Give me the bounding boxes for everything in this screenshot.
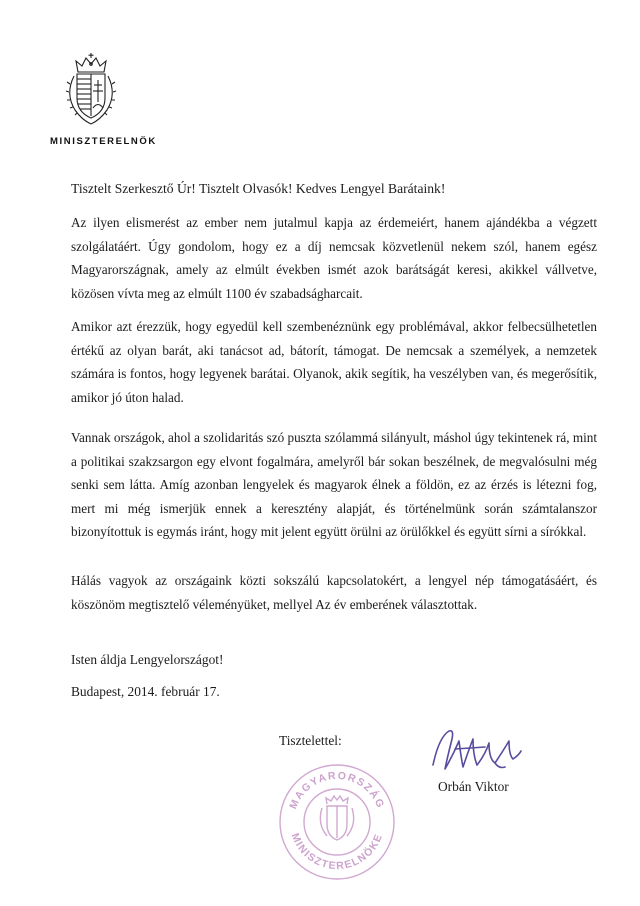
place-date: Budapest, 2014. február 17. [71, 684, 220, 699]
handwritten-signature [425, 725, 525, 781]
paragraph-2: Amikor azt érezzük, hogy egyedül kell szembenéznünk egy problémával, akkor felbecsülhetetlen értékű az olyan barát, aki tanácsot ad, bátorít, támogat. De nemcsak a személyek, a nemzetek számára is fontos, hogy legyenek barátai. Olyanok, akik segítik, ha veszélyben van, és megerősítik, amikor jó úton halad. [71, 319, 597, 405]
hungarian-coat-of-arms-icon [62, 52, 120, 126]
paragraph-3: Vannak országok, ahol a szolidaritás szó puszta szólammá silányult, máshol úgy tekintenek rá, mint a politikai szakzsargon egy elvont fogalmára, amelyről bár sokan beszélnek, de megvalósulni még senki sem látta. Amíg azonban lengyelek és magyarok élnek a földön, ez az érzés is létezni fog, mert mi még ismerjük ennek a keresztény alapját, és történelmünk során számtalanszor bizonyítottuk is egymás iránt, hogy mit jelent együtt örülni az örülőkkel és együtt sírni a sírókkal. [71, 430, 597, 539]
seal-text-bottom: MINISZTERELNÖKE [288, 831, 386, 873]
regards-line: Tisztelettel: [279, 733, 342, 748]
svg-text:MAGYARORSZÁG [287, 770, 386, 811]
seal-text-top: MAGYARORSZÁG [287, 769, 387, 811]
paragraph-4: Hálás vagyok az országaink közti sokszálú kapcsolatokért, a lengyel nép támogatásáért, és köszönöm megtisztelő véleményüket, mellyel Az év emberének választottak. [71, 573, 597, 612]
salutation: Tisztelt Szerkesztő Úr! Tisztelt Olvasók! Kedves Lengyel Barátaink! [71, 181, 446, 196]
office-title: MINISZTERELNÖK [50, 136, 157, 147]
closing-line: Isten áldja Lengyelországot! [71, 652, 224, 667]
official-seal-stamp [277, 762, 397, 882]
paragraph-1: Az ilyen elismerést az ember nem jutalmul kapja az érdemeiért, hanem ajándékba a végzett szolgálatáért. Úgy gondolom, hogy ez a díj nemcsak közvetlenül nekem szól, hanem egész Magyarországnak, amely az elmúlt években ismét azok barátságát keresi, akikkel vállvetve, közösen vívta meg az elmúlt 1100 év szabadságharcait. [71, 215, 597, 301]
signer-name: Orbán Viktor [438, 779, 509, 794]
